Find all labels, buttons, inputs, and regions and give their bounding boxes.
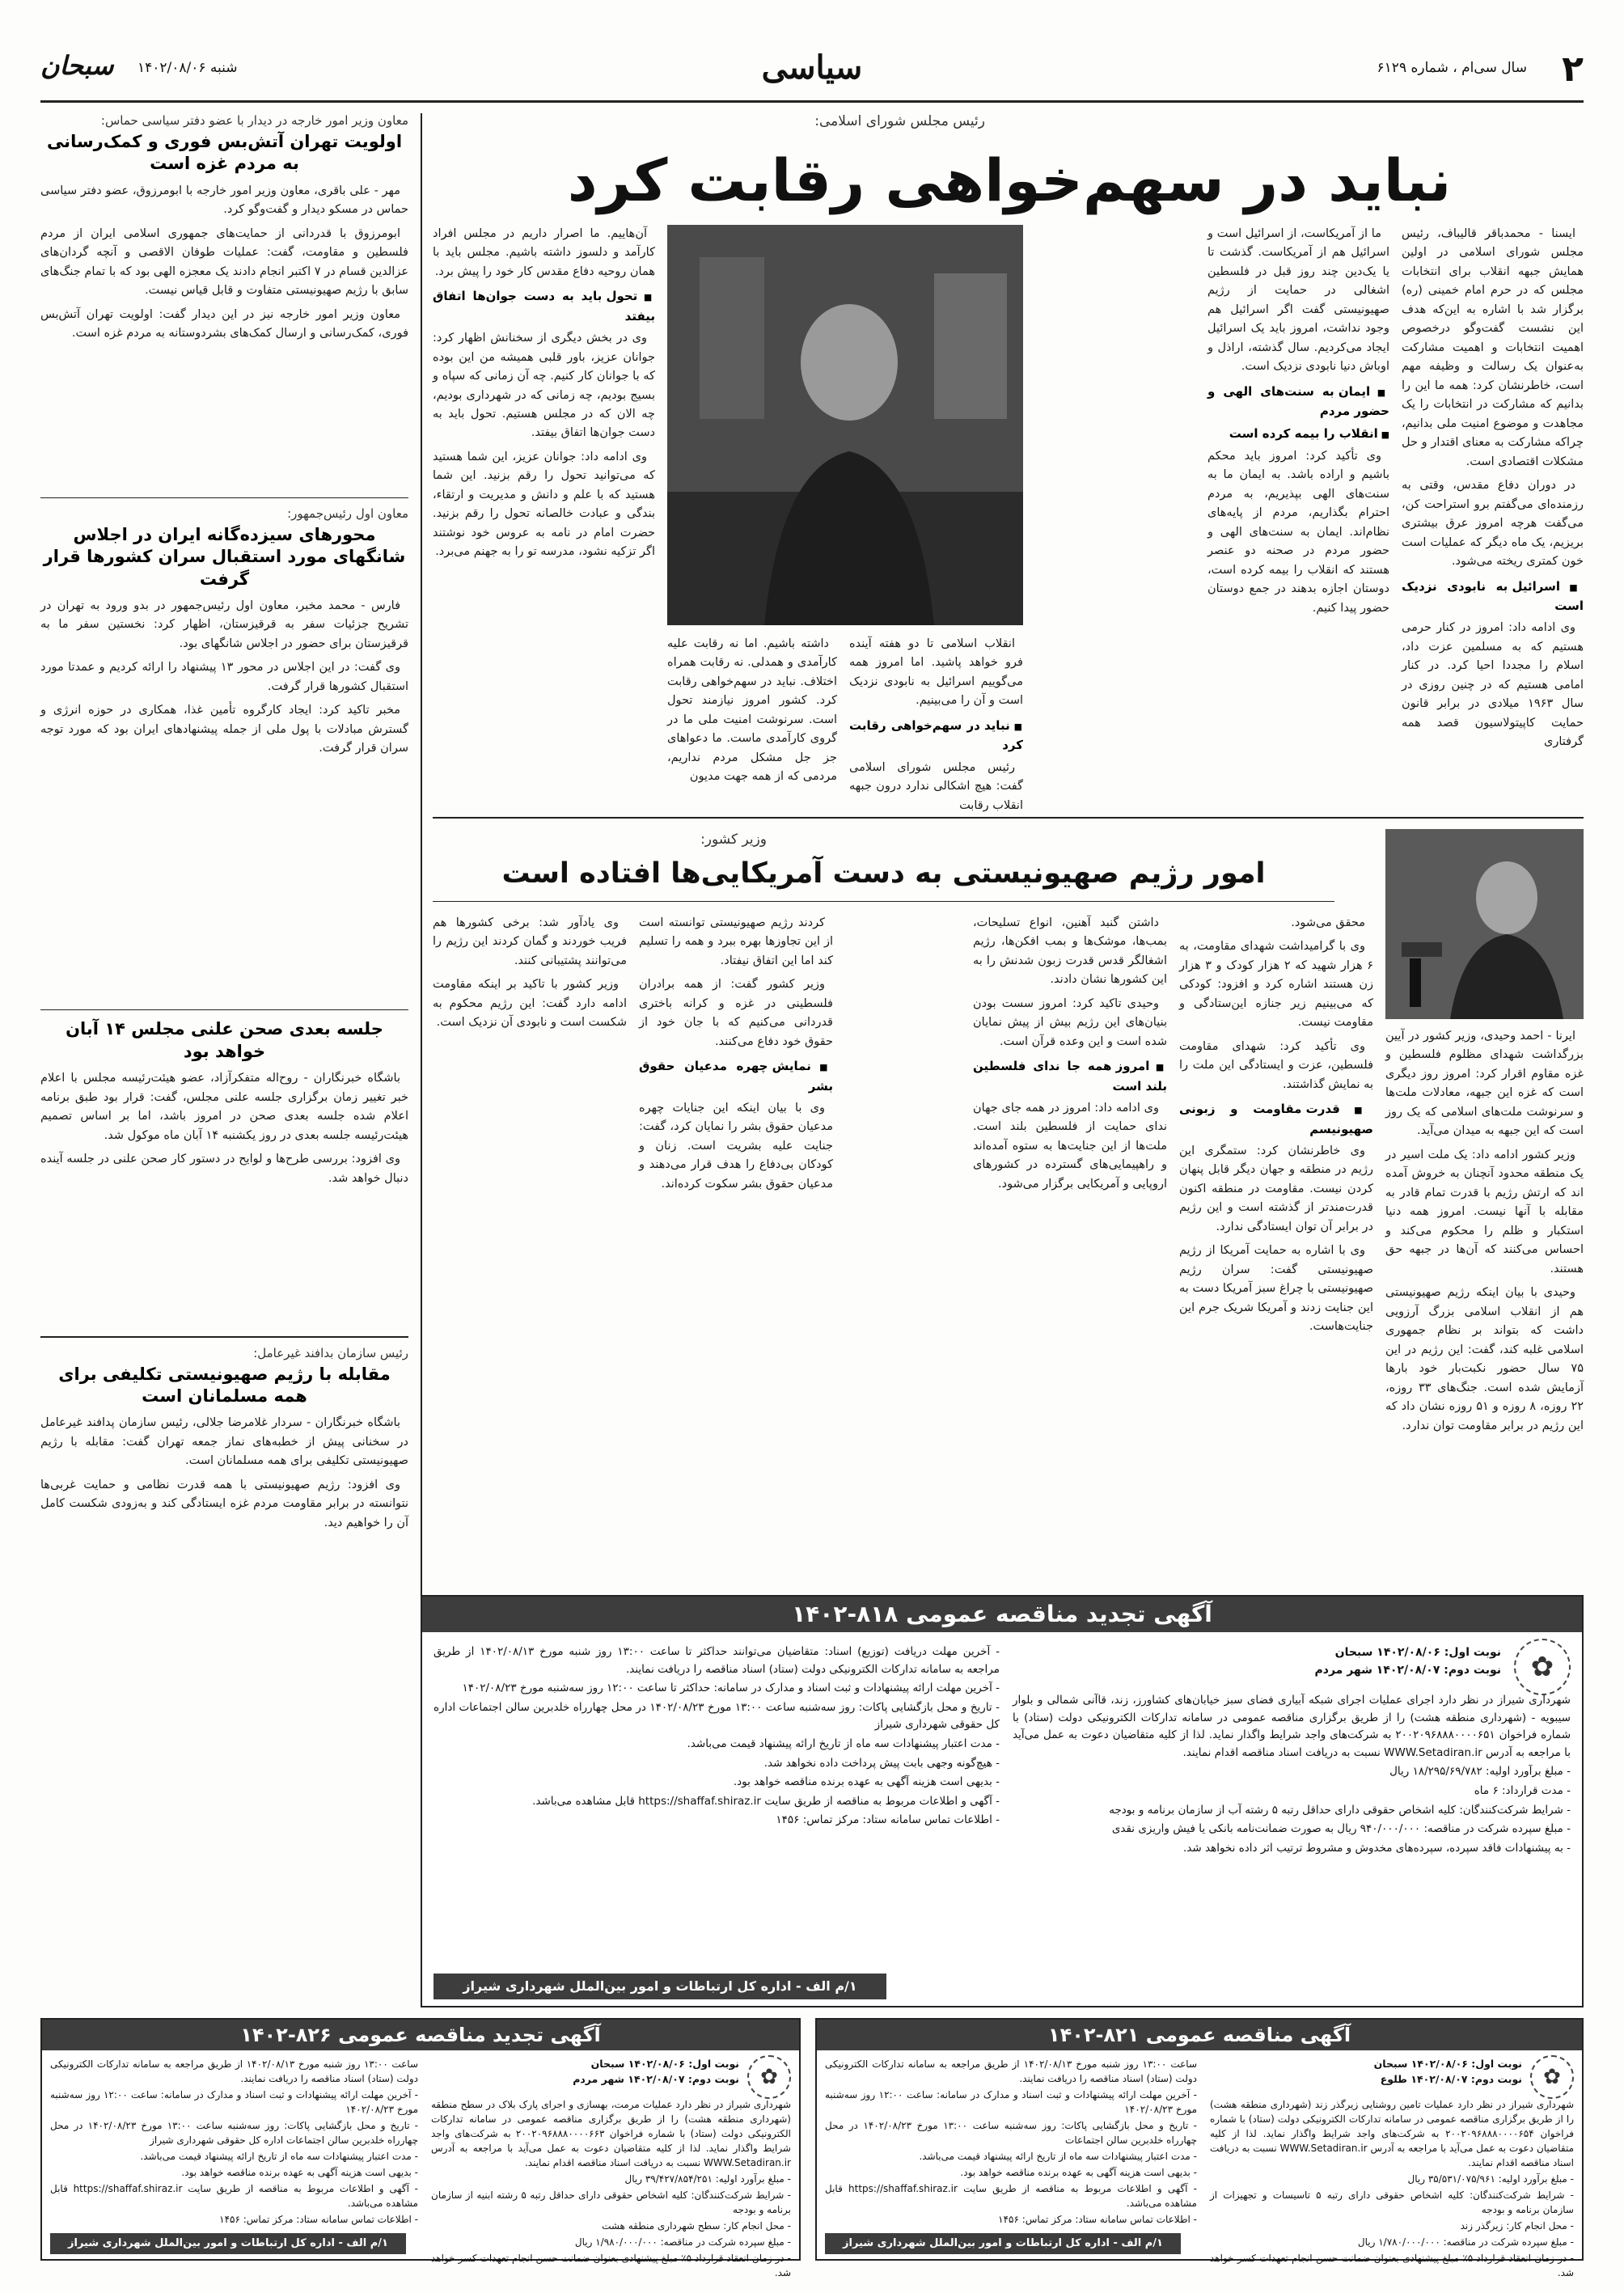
paper-logo: سبحان — [40, 50, 114, 81]
sidebar-4-kicker: رئیس سازمان بدافند غیرعامل: — [253, 1345, 408, 1360]
issue-date: شنبه ۱۴۰۲/۰۸/۰۶ — [137, 60, 238, 76]
ad-826-title: آگهی تجدید مناقصه عمومی ۸۲۶-۱۴۰۲ — [42, 2020, 799, 2050]
shiraz-municipality-logo-icon-2: ✿ — [1530, 2055, 1574, 2099]
minister-col-5: وی یادآور شد: برخی کشورها هم فریب خوردند و گمان کردند این رژیم را می‌توانند پشتیبانی کنند. وزیر کشور با تاکید بر اینکه مقاومت ادامه دارد گفت: این رژیم محکوم به شکست است و نابودی آن نزدیک است. — [433, 916, 627, 1030]
lead-col-3: آن‌هاییم. ما اصرار داریم در مجلس افراد کارآمد و دلسوز داشته باشیم. مجلس باید با همان روحیه دفاع مقدس کار خود را پیش برد. ■ تحول باید به دست جوان‌ها اتفاق بیفتد وی در بخش دیگری از سخنانش اظهار کرد: جوانان عزیز، باور قلبی همیشه من این بوده که با جوانان کار کنیم. چه آن زمانی که سپاه و بسیج بودیم، چه زمانی که در شهرداری بودیم، چه الان که در مجلس هستیم. تحول باید به دست جوان‌ها اتفاق بیفتد. وی ادامه داد: جوانان عزیز، این شما هستید که می‌توانید تحول را رقم بزنید. این شما هستید که با علم و دانش و مدیریت و ارتقاء، بندگی و عبادت خالصانه تحول را رقم بزنید. حضرت امام در نامه به عروس خود نوشتند اگر تزکیه نشود، مدرسه تو را به جهنم می‌برد. — [433, 225, 655, 1034]
ad-818-schedule: نوبت اول: ۱۴۰۲/۰۸/۰۶ سبحان نوبت دوم: ۱۴۰۲/۰۸/۰۷ شهر مردم — [1314, 1646, 1501, 1677]
year-issue: سال سی‌ام ، شماره ۶۱۲۹ — [1377, 60, 1527, 76]
sidebar-2-body: فارس - محمد مخبر، معاون اول رئیس‌جمهور در بدو ورود به تهران در تشریح جزئیات سفر به قرقیزستان، اظهار کرد: نخستین سفر ما به قرقیزستان برای حضور در اجلاس شانگهای بود. وی گفت: در این اجلاس در محور ۱۳ پیشنهاد را ارائه کردیم و عمدتا مورد استقبال کشورها قرار گرفت. مخبر تاکید کرد: ایجاد کارگروه تأمین غذا، همکاری در حوزه انرژی و گسترش مبادلات با پول ملی از جمله پیشنهادهای ایران بود که مورد توجه سران قرار گرفت. — [40, 599, 408, 755]
minister-col-4: کردند رژیم صهیونیستی توانسته است از این تجاوزها بهره ببرد و همه را تسلیم کند اما این اتفاق نیفتاد. وزیر کشور گفت: از همه برادران فلسطینی در غزه و کرانه باختری قدردانی می‌کنیم که با جان خود از حقوق خود دفاع می‌کنند. ■ نمایش چهره مدعیان حقوق بشر وی با بیان اینکه این جنایات چهره مدعیان حقوق بشر را نمایان کرد، گفت: جنایت علیه بشریت است. زنان و کودکان بی‌دفاع را هدف قرار می‌دهند و مدعیان حقوق بشر سکوت کرده‌اند. — [639, 914, 833, 1585]
tender-ad-821 — [815, 2018, 1584, 2278]
lead-title: نباید در سهم‌خواهی رقابت کرد — [567, 146, 1452, 214]
sidebar-divider — [421, 113, 422, 1601]
sidebar-3-title: جلسه بعدی صحن علنی مجلس ۱۴ آبان خواهد بود — [66, 1019, 383, 1061]
ad-826-left: ساعت ۱۳:۰۰ روز شنبه مورخ ۱۴۰۲/۰۸/۱۳ از طریق مراجعه به سامانه تدارکات الکترونیکی دولت (ستاد) اسناد مناقصه را دریافت نمایند. - آخرین مهلت ارائه پیشنهادات و ثبت اسناد و مدارک در سامانه: ساعت ۱۲:۰۰ روز سه‌شنبه مورخ ۱۴۰۲/۰۸/۲۳ - تاریخ و محل بازگشایی پاکات: روز سه‌شنبه ساعت ۱۳:۰۰ مورخ ۱۴۰۲/۰۸/۲۳ در محل چهارراه خلدبرین سالن اجتماعات اداره کل حقوقی شهرداری شیراز - مدت اعتبار پیشنهادات سه ماه از تاریخ ارائه پیشنهاد قیمت می‌باشد. - بدیهی است هزینه آگهی به عهده برنده مناقصه خواهد بود. - آگهی و اطلاعات مربوط به مناقصه از طریق سایت https://shaffaf.shiraz.ir قابل مشاهده می‌باشد. - اطلاعات تماس سامانه ستاد: مرکز تماس: ۱۴۵۶ — [50, 2058, 419, 2225]
shiraz-municipality-logo-icon-3: ✿ — [747, 2055, 791, 2099]
sidebar-rule-1 — [40, 497, 408, 499]
section-title: سیاسی — [761, 49, 863, 87]
sidebar-4-body: باشگاه خبرنگاران - سردار غلامرضا جلالی، رئیس سازمان پدافند غیرعامل در سخنانی پیش از خطبه‌های نماز جمعه تهران گفت: مقابله با رژیم صهیونیستی تکلیفی برای همه مسلمانان است. وی افزود: رژیم صهیونیستی با همه قدرت نظامی و حمایت غربی‌ها نتوانسته در برابر مقاومت مردم غزه ایستادگی کند و به‌زودی شکست کامل آن را خواهیم دید. — [40, 1416, 408, 1529]
ad-821-title: آگهی مناقصه عمومی ۸۲۱-۱۴۰۲ — [817, 2020, 1582, 2050]
sidebar — [40, 113, 408, 1618]
minister-col-1: ایرنا - احمد وحیدی، وزیر کشور در آیین بزرگداشت شهدای مظلوم فلسطین و غزه مقاوم اقرار کرد: امروز روز دیگری است که غزه این جبهه، معادلات ملت‌ها و سرنوشت ملت‌های اسلامی که یک روز است که این جبهه به میدان می‌آید. وزیر کشور ادامه داد: یک ملت اسیر در یک منطقه محدود آنچنان به خروش آمده اند که ارتش رژیم با قدرت تمام قادر به مقابله با آنها نیست. امروز همه دنیا استکبار و ظلم را محکوم می‌کند و احساس می‌کنند که آن‌ها در جبهه حق هستند. وحیدی با بیان اینکه رژیم صهیونیستی هم از انقلاب اسلامی بزرگ آرزویی داشت که بتواند بر نظام جمهوری اسلامی غلبه کند، گفت: این رژیم در این ۷۵ سال حضور نکبت‌بار خود بارها آزمایش شده است. جنگ‌های ۳۳ روزه، ۲۲ روزه، ۸ روزه و ۵۱ روزه نشان داد که این رژیم در برابر مقاومت توان ندارد. — [1385, 1030, 1584, 1432]
minister-photo — [1385, 829, 1584, 1019]
page-number: ۲ — [1562, 49, 1584, 90]
sidebar-1-title: اولویت تهران آتش‌بس فوری و کمک‌رسانی به مردم غزه است — [46, 132, 403, 174]
ad-821-right: شهرداری شیراز در نظر دارد عملیات تامین روشنایی زیرگذر زند (شهرداری منطقه هشت) را از طریق برگزاری مناقصه عمومی در سامانه تدارکات الکترونیکی دولت (ستاد) با شماره فراخوان ۲۰۰۲۰۹۶۸۸۸۰۰۰۰۶۵۴ به شرکت‌های واجد شرایط واگذار نماید. لذا از کلیه متقاضیان دعوت به عمل می‌آید با مراجعه به آدرس WWW.Setadiran.ir نسبت به دریافت اسناد مناقصه اقدام نمایند. - مبلغ برآورد اولیه: ۳۵/۵۳۱/۰۷۵/۹۶۱ ریال - شرایط شرکت‌کنندگان: کلیه اشخاص حقوقی دارای رتبه ۵ تاسیسات و تجهیزات از سازمان برنامه و بودجه - محل انجام کار: زیرگذر زند - مبلغ سپرده شرکت در مناقصه: ۱/۷۸۰/۰۰۰/۰۰۰ ریال - در زمان انعقاد قرارداد ۵٪ مبلغ پیشنهادی بعنوان ضمانت حسن انجام تعهدات کسر خواهد شد. — [1210, 2099, 1574, 2278]
minister-col-2: محقق می‌شود. وی با گرامیداشت شهدای مقاومت، به ۶ هزار شهید که ۲ هزار کودک و ۳ هزار زن هستند اشاره کرد و افزود: کودکی که می‌بینیم زیر جنازه این‌ستادگی و مقاومت نیست. وی تأکید کرد: شهدای مقاومت فلسطین، عزت و ایستادگی این ملت را به نمایش گذاشتند. ■ قدرت مقاومت و زبونی صهیونیسم وی خاطرنشان کرد: ستمگری این رژیم در منطقه و جهان دیگر قابل پنهان کردن نیست. مقاومت در منطقه اکنون قدرت‌مندتر از گذشته است و این رژیم در برابر آن توان ایستادگی ندارد. وی با اشاره به حمایت آمریکا از رژیم صهیونیستی گفت: سران رژیم صهیونیستی با چراغ سبز آمریکا دست به این جنایت زدند و آمریکا شریک جرم این جنایت‌هاست. — [1179, 914, 1373, 1585]
lead-col-5: انقلاب اسلامی تا دو هفته آینده فرو خواهد پاشید. اما امروز همه می‌گوییم اسرائیل به نابودی نزدیک است و آن را می‌بینیم. ■ نباید در سهم‌خواهی رقابت کرد رئیس مجلس شورای اسلامی گفت: هیچ اشکالی ندارد درون جبهه انقلاب رقابت — [849, 635, 1023, 813]
lead-kicker: رئیس مجلس شورای اسلامی: — [814, 113, 985, 129]
ad-818-footer: ۱/م الف - اداره کل ارتباطات و امور بین‌الملل شهرداری شیراز — [433, 1974, 886, 1999]
lead-bottom-rule — [433, 817, 1584, 819]
minister-title: امور رژیم صهیونیستی به دست آمریکایی‌ها افتاده است — [433, 857, 1334, 902]
tender-ad-826 — [40, 2018, 801, 2278]
ad-821-schedule: نوبت اول: ۱۴۰۲/۰۸/۰۶ سبحان نوبت دوم: ۱۴۰۲/۰۸/۰۷ طلوع — [1373, 2058, 1522, 2085]
sidebar-rule-3 — [40, 1336, 408, 1338]
minister-col-3: داشتن گنبد آهنین، انواع تسلیحات، بمب‌ها، موشک‌ها و بمب افکن‌ها، رژیم اشغالگر قدس قدرت زبون شدنش را به این کشورها نشان دادند. وحیدی تاکید کرد: امروز سست بودن بنیان‌های این رژیم بیش از پیش نمایان شده است و این وعده قرآن است. ■ امروز همه جا ندای فلسطین بلند است وی ادامه داد: امروز در همه جای جهان ندای حمایت از فلسطین بلند است. ملت‌ها از این جنایت‌ها به ستوه آمده‌اند و راهپیمایی‌های گسترده در کشورهای اروپایی و آمریکایی برگزار می‌شود. — [973, 914, 1167, 1585]
shiraz-municipality-logo-icon: ✿ — [1514, 1639, 1571, 1695]
sidebar-1-kicker: معاون وزیر امور خارجه در دیدار با عضو دفتر سیاسی حماس: — [100, 113, 408, 128]
sidebar-4-title: مقابله با رژیم صهیونیستی تکلیفی برای همه مسلمانان است — [58, 1364, 391, 1406]
ad-818-title: آگهی تجدید مناقصه عمومی ۸۱۸-۱۴۰۲ — [422, 1597, 1582, 1632]
ad-821-footer: ۱/م الف - اداره کل ارتباطات و امور بین‌الملل شهرداری شیراز — [825, 2233, 1181, 2254]
sidebar-1-body: مهر - علی باقری، معاون وزیر امور خارجه با ابومرزوق، عضو دفتر سیاسی حماس در مسکو دیدار و گفت‌وگو کرد. ابومرزوق با قدردانی از حمایت‌های جمهوری اسلامی ایران از مردم فلسطین و مقاومت، گفت: عملیات طوفان الاقصی و آنچه گردان‌های عزالدین قسام در ۷ اکتبر انجام دادند یک معجزه الهی بود که با تمام جنگ‌های سابق با رژیم صهیونیستی متفاوت و قابل قیاس نیست. معاون وزیر امور خارجه نیز در این دیدار گفت: اولویت تهران آتش‌بس فوری، کمک‌رسانی و ارسال کمک‌های بشردوستانه به مردم غزه است. — [40, 184, 408, 340]
sidebar-3-body: باشگاه خبرنگاران - روح‌اله متفکرآزاد، عضو هیئت‌رئیسه مجلس با اعلام خبر تغییر زمان برگزاری جلسه علنی مجلس، گفت: قرار بود طبق برنامه اعلام شده جلسه بعدی صحن در امروز باشد، اما بر اساس تصمیم هیئت‌رئیسه جلسه بعدی در روز یکشنبه ۱۴ آبان ماه موکول شد. وی افزود: بررسی طرح‌ها و لوایح در دستور کار صحن علنی در جلسه آینده دنبال خواهد شد. — [40, 1072, 408, 1185]
ad-826-schedule: نوبت اول: ۱۴۰۲/۰۸/۰۶ سبحان نوبت دوم: ۱۴۰۲/۰۸/۰۷ شهر مردم — [573, 2058, 739, 2085]
ad-818-left: - آخرین مهلت دریافت (توزیع) اسناد: متقاضیان می‌توانند حداکثر تا ساعت ۱۳:۰۰ روز شنبه مورخ ۱۴۰۲/۰۸/۱۳ از طریق مراجعه به سامانه تدارکات الکترونیکی دولت (ستاد) اسناد مناقصه را دریافت نمایند. - آخرین مهلت ارائه پیشنهادات و ثبت اسناد و مدارک در سامانه: حداکثر تا ساعت ۱۲:۰۰ روز سه‌شنبه مورخ ۱۴۰۲/۰۸/۲۳ - تاریخ و محل بازگشایی پاکات: روز سه‌شنبه ساعت ۱۳:۰۰ مورخ ۱۴۰۲/۰۸/۲۳ در محل چهارراه خلدبرین سالن اجتماعات اداره کل حقوقی شهرداری شیراز - مدت اعتبار پیشنهادات سه ماه از تاریخ ارائه پیشنهاد قیمت می‌باشد. - هیچ‌گونه وجهی بابت پیش پرداخت داده نخواهد شد. - بدیهی است هزینه آگهی به عهده برنده مناقصه خواهد بود. - آگهی و اطلاعات مربوط به مناقصه از طریق سایت https://shaffaf.shiraz.ir قابل مشاهده می‌باشد. - اطلاعات تماس سامانه ستاد: مرکز تماس: ۱۴۵۶ — [433, 1645, 1000, 1827]
lead-photo — [667, 225, 1023, 625]
minister-kicker: وزیر کشور: — [700, 831, 767, 848]
sidebar-2-kicker: معاون اول رئیس‌جمهور: — [287, 506, 408, 522]
header-rule — [40, 100, 1584, 103]
minister-photo-icon — [1385, 829, 1584, 1019]
sidebar-rule-2 — [40, 1009, 408, 1011]
lead-col-4: داشته باشیم. اما نه رقابت علیه کارآمدی و همدلی. نه رقابت همراه اختلاف. نباید در سهم‌خواهی رقابت کرد. کشور امروز نیازمند تحول است. سرنوشت امنیت ملی ما در گروی کارآمدی ماست. ما دعواهای جز جل مشکل مردم نداریم، مردمی که از همه جهت مدیون — [667, 637, 837, 784]
sidebar-2-title: محورهای سیزده‌گانه ایران در اجلاس شانگهای مورد استقبال سران کشورها قرار گرفت — [43, 525, 406, 589]
ad-826-footer: ۱/م الف - اداره کل ارتباطات و امور بین‌الملل شهرداری شیراز — [50, 2233, 406, 2254]
ad-818-right: شهرداری شیراز در نظر دارد اجرای عملیات اجرای شبکه آبیاری فضای سبز خیابان‌های کشاورز، زند، قاآنی شمالی و بلوار سیبویه - (شهرداری منطقه هشت) را از طریق برگزاری مناقصه عمومی در سامانه تدارکات الکترونیکی دولت (ستاد) با شماره فراخوان ۲۰۰۲۰۹۶۸۸۸۰۰۰۰۶۵۱ به شرکت‌های واجد شرایط واگذار نماید. لذا از کلیه متقاضیان دعوت به عمل می‌آید با مراجعه به آدرس WWW.Setadiran.ir نسبت به دریافت اسناد مناقصه اقدام نمایند. - مبلغ برآورد اولیه: ۱۸/۲۹۵/۶۹/۷۸۲ ریال - مدت قرارداد: ۶ ماه - شرایط شرکت‌کنندگان: کلیه اشخاص حقوقی دارای حداقل رتبه ۵ رشته آب از سازمان برنامه و بودجه - مبلغ سپرده شرکت در مناقصه: ۹۴۰/۰۰۰/۰۰۰ ریال به صورت ضمانت‌نامه بانکی یا فیش واریزی نقدی - به پیشنهادات فاقد سپرده، سپرده‌های مخدوش و مشروط ترتیب اثر داده نخواهد شد. — [1013, 1694, 1571, 1855]
speaker-photo-icon — [667, 225, 1023, 625]
lead-col-1: ایسنا - محمدباقر قالیباف، رئیس مجلس شورای اسلامی در اولین همایش جبهه انقلاب برای انتخابات مجلس که در حرم امام خمینی (ره) برگزار شد با اشاره به این‌که هدف این نشست گفت‌وگو درخصوص اهمیت انتخابات و اهمیت مشارکت به‌عنوان یک رسالت و وظیفه مهم است، خاطرنشان کرد: همه ما این را بدانیم که مشارکت در انتخابات را یک مجاهدت و موضوع امنیت ملی بدانیم، چراکه مشارکت به معنای اقتدار و حل مشکلات اقتصادی است. در دوران دفاع مقدس، وقتی به رزمنده‌ای می‌گفتم برو استراحت کن، می‌گفت هرچه امروز عرق بیشتری بریزیم، یک ماه دیگر که عملیات است خون کمتری ریخته می‌شود. ■ اسرائیل به نابودی نزدیک است وی ادامه داد: امروز در کنار حرمی هستیم که به مسلمین عزت داد، اسلام را مجددا احیا کرد. در کنار امامی هستیم که در چنین روزی در سال ۱۹۶۳ میلادی در برابر قانون حمایت کاپیتولاسیون قصد همه گرفتاری — [1402, 225, 1584, 1034]
lead-col-2: ما از آمریکاست، از اسرائیل است و اسرائیل هم از آمریکاست. گذشت تا یا یک‌دین چند روز قبل در فلسطین اشغالی در حمایت از رژیم صهیونیستی گفت اگر اسرائیل هم وجود نداشت، امروز باید یک اسرائیل ایجاد می‌کردیم. سال گذشته، اراذل و اوباش دنیا نابودی نزدیک است. ■ ایمان به سنت‌های الهی و حضور مردم ■ انقلاب را بیمه کرده است وی تأکید کرد: امروز باید محکم باشیم و اراده باشد. به ایمان ما به سنت‌های الهی بپذیریم، به مردم احترام بگذاریم، مردم از پایه‌های نظام‌اند. ایمان به سنت‌های الهی و حضور مردم در صحنه دو عنصر هستند که انقلاب را بیمه کرده است، دوستان اجازه بدهند در جمع دوستان حضور پیدا کنیم. — [1207, 225, 1389, 1034]
page-header — [40, 49, 1584, 97]
ad-826-right: شهرداری شیراز در نظر دارد عملیات مرمت، بهسازی و اجرای پارک بلاک در سطح منطقه (شهرداری منطقه هشت) را از طریق برگزاری مناقصه عمومی در سامانه تدارکات الکترونیکی دولت (ستاد) با شماره فراخوان ۲۰۰۲۰۹۶۸۸۸۰۰۰۰۶۶۳ به شرکت‌های واجد شرایط واگذار نماید. لذا از کلیه متقاضیان دعوت به عمل می‌آید با مراجعه به آدرس WWW.Setadiran.ir نسبت به دریافت اسناد مناقصه اقدام نمایند. - مبلغ برآورد اولیه: ۳۹/۴۲۷/۸۵۴/۲۵۱ ریال - شرایط شرکت‌کنندگان: کلیه اشخاص حقوقی دارای حداقل رتبه ۵ رشته ابنیه از سازمان برنامه و بودجه - محل انجام کار: سطح شهرداری منطقه هشت - مبلغ سپرده شرکت در مناقصه: ۱/۹۸۰/۰۰۰/۰۰۰ ریال - در زمان انعقاد قرارداد ۵٪ مبلغ پیشنهادی بعنوان ضمانت حسن انجام تعهدات کسر خواهد شد. — [431, 2099, 791, 2278]
tender-ad-818 — [421, 1595, 1584, 2007]
ad-821-left: ساعت ۱۳:۰۰ روز شنبه مورخ ۱۴۰۲/۰۸/۱۳ از طریق مراجعه به سامانه تدارکات الکترونیکی دولت (ستاد) اسناد مناقصه را دریافت نمایند. - آخرین مهلت ارائه پیشنهادات و ثبت اسناد و مدارک در سامانه: ساعت ۱۲:۰۰ روز سه‌شنبه مورخ ۱۴۰۲/۰۸/۲۳ - تاریخ و محل بازگشایی پاکات: روز سه‌شنبه ساعت ۱۳:۰۰ مورخ ۱۴۰۲/۰۸/۲۳ در محل چهارراه خلدبرین سالن اجتماعات - مدت اعتبار پیشنهادات سه ماه از تاریخ ارائه پیشنهاد قیمت می‌باشد. - بدیهی است هزینه آگهی به عهده برنده مناقصه خواهد بود. - آگهی و اطلاعات مربوط به مناقصه از طریق سایت https://shaffaf.shiraz.ir قابل مشاهده می‌باشد. - اطلاعات تماس سامانه ستاد: مرکز تماس: ۱۴۵۶ — [825, 2058, 1198, 2225]
